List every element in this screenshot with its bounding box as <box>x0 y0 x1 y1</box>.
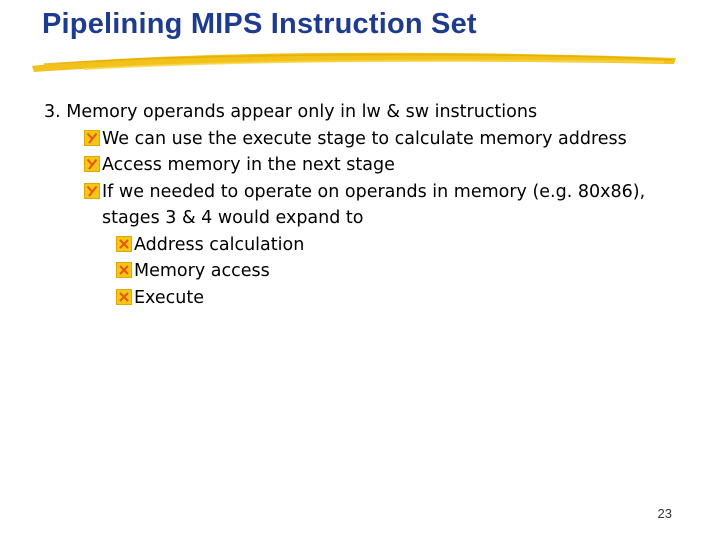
y-box-bullet-icon <box>84 156 100 172</box>
x-box-bullet-icon <box>116 262 132 278</box>
sub-sub-point-address-calculation <box>44 232 694 259</box>
sub-point-access-memory <box>44 152 694 179</box>
sub-sub-point-text: Address calculation <box>134 234 305 255</box>
sub-sub-point-memory-access <box>44 258 694 285</box>
title-underline-brushstroke <box>24 42 684 78</box>
x-box-bullet-icon <box>116 236 132 252</box>
sub-point-text: If we needed to operate on operands in memory (e.g. 80x86), <box>102 181 646 202</box>
sub-point-operands-in-memory <box>44 179 694 206</box>
sub-point-execute-stage <box>44 126 694 153</box>
slide-body <box>44 99 694 311</box>
sub-point-text: We can use the execute stage to calculate memory address <box>102 128 627 149</box>
y-box-bullet-icon <box>84 183 100 199</box>
sub-point-continuation: stages 3 & 4 would expand to <box>102 208 364 228</box>
main-point: 3. Memory operands appear only in lw & sw instructions <box>44 102 538 122</box>
slide-title: Pipelining MIPS Instruction Set <box>42 8 477 40</box>
page-number: 23 <box>657 506 672 521</box>
y-box-bullet-icon <box>84 130 100 146</box>
x-box-bullet-icon <box>116 289 132 305</box>
sub-sub-point-execute <box>44 285 694 312</box>
sub-sub-point-text: Memory access <box>134 261 270 281</box>
sub-point-text: Access memory in the next stage <box>102 155 395 175</box>
sub-sub-point-text: Execute <box>134 287 204 308</box>
